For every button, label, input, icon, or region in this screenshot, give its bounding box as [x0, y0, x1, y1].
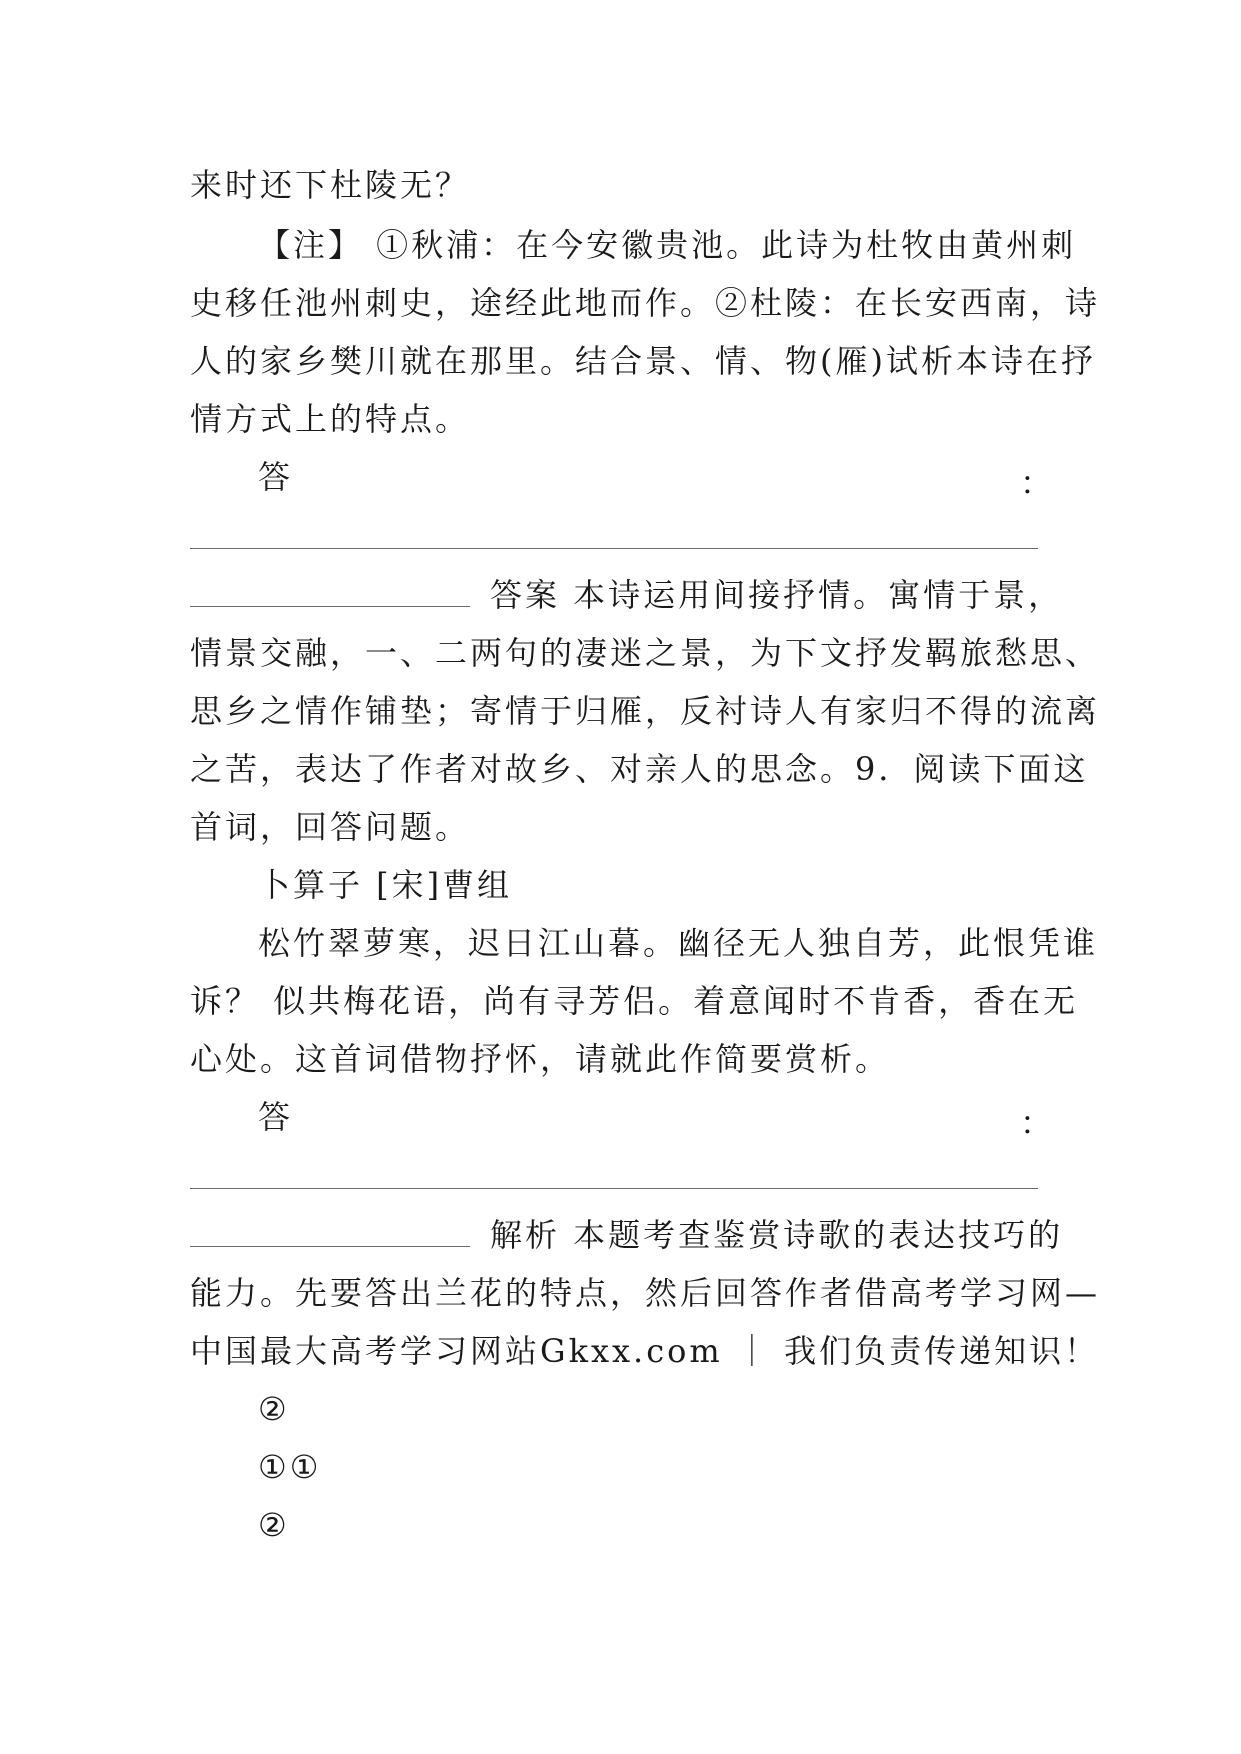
text-line: 中国最大高考学习网站Gkxx.com ｜ 我们负责传递知识！: [190, 1332, 1100, 1370]
text-line: 人的家乡樊川就在那里。结合景、情、物(雁)试析本诗在抒: [190, 342, 1096, 380]
text-line: 史移任池州刺史，途经此地而作。②杜陵：在长安西南，诗: [190, 284, 1101, 322]
answer-blank-line: [190, 548, 1038, 549]
poem-text: 诉？ 似共梅花语，尚有寻芳侣。着意闻时不肯香，香在无: [190, 982, 1079, 1020]
poem-title: 卜算子 [宋]曹组: [258, 866, 513, 904]
text-line: 来时还下杜陵无？: [190, 166, 471, 204]
text-line: 能力。先要答出兰花的特点，然后回答作者借高考学习网—: [190, 1274, 1101, 1312]
note-marker: ②: [258, 1506, 290, 1544]
text-line: 首词，回答问题。: [190, 808, 471, 846]
text-line: 之苦，表达了作者对故乡、对亲人的思念。9．阅读下面这: [190, 750, 1089, 788]
answer-blank-line: [190, 1188, 1038, 1189]
text-line: 情方式上的特点。: [190, 400, 471, 438]
text-line: 思乡之情作铺垫；寄情于归雁，反衬诗人有家归不得的流离: [190, 692, 1101, 730]
answer-label: 答: [258, 458, 294, 496]
answer-colon: ：: [1020, 1104, 1053, 1142]
answer-blank-line-short: [190, 606, 470, 607]
text-line: 情景交融，一、二两句的凄迷之景，为下文抒发羁旅愁思、: [190, 634, 1101, 672]
answer-text: 答案 本诗运用间接抒情。寓情于景，: [490, 576, 1064, 614]
note-marker: ②: [258, 1390, 290, 1428]
answer-label: 答: [258, 1098, 294, 1136]
text-line: 心处。这首词借物抒怀，请就此作简要赏析。: [190, 1040, 891, 1078]
poem-text: 松竹翠萝寒，迟日江山暮。幽径无人独自芳，此恨凭谁: [258, 924, 1099, 962]
note-marker: ①①: [258, 1448, 322, 1486]
answer-blank-line-short: [190, 1246, 470, 1247]
answer-colon: ：: [1020, 464, 1053, 502]
analysis-text: 解析 本题考查鉴赏诗歌的表达技巧的: [490, 1216, 1064, 1254]
text-line: 【注】 ①秋浦：在今安徽贵池。此诗为杜牧由黄州刺: [258, 226, 1077, 264]
